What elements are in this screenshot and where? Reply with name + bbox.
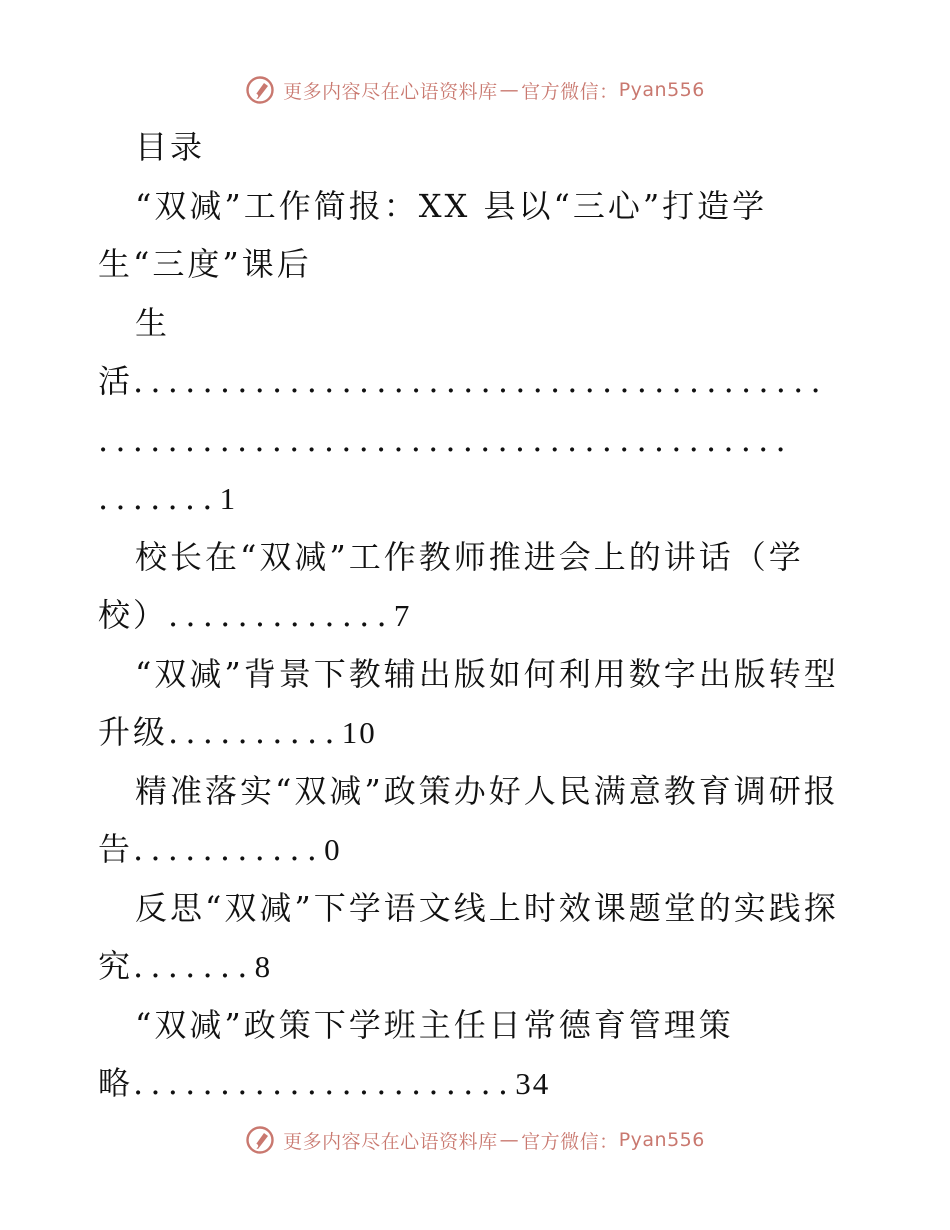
toc-line <box>98 177 858 236</box>
toc-page-number: 0 <box>324 832 342 867</box>
toc-line-text: 校） <box>98 596 169 634</box>
toc-line <box>98 937 858 996</box>
toc-entry[interactable] <box>98 645 858 762</box>
banner-wechat-label: 官方微信： <box>521 80 619 103</box>
toc-leader-dots: ....... <box>133 947 255 985</box>
toc-line <box>98 1054 858 1113</box>
toc-page-number: 8 <box>254 949 273 984</box>
toc-leader-dots: ........... <box>133 830 325 868</box>
toc-page-number: 10 <box>341 715 377 750</box>
toc-leader-dots: ........................................ <box>98 420 793 459</box>
banner-dash: — <box>499 79 520 101</box>
banner-wechat-id: Pyan556 <box>618 1129 705 1151</box>
toc-entry[interactable] <box>98 762 858 879</box>
toc-line-text: “双减”工作简报：XX 县以“三心”打造学 <box>135 186 768 225</box>
toc-page <box>98 118 858 1113</box>
toc-line <box>98 469 858 528</box>
banner-text: 更多内容尽在心语资料库 <box>283 1130 498 1153</box>
toc-line <box>98 235 858 294</box>
toc-line-text: 反思“双减”下学语文线上时效课题堂的实践探 <box>135 888 839 927</box>
banner-wechat-label: 官方微信： <box>521 1130 619 1153</box>
toc-title: 目录 <box>135 128 206 166</box>
toc-line <box>98 996 858 1055</box>
toc-line-text: 校长在“双减”工作教师推进会上的讲话（学 <box>135 537 804 576</box>
toc-line-text: 生 <box>135 303 171 342</box>
toc-line <box>98 703 858 762</box>
toc-line <box>98 645 858 704</box>
banner-dash: — <box>499 1129 520 1151</box>
toc-entries <box>98 177 858 1113</box>
toc-leader-dots: ....... <box>98 479 220 517</box>
toc-line <box>98 586 858 645</box>
toc-leader-dots: .......... <box>168 713 342 751</box>
toc-entry[interactable] <box>98 177 858 528</box>
toc-leader-dots: ............. <box>168 596 394 634</box>
toc-entry[interactable] <box>98 996 858 1113</box>
toc-line-text: 精准落实“双减”政策办好人民满意教育调研报 <box>135 771 839 810</box>
toc-page-number: 34 <box>515 1066 551 1101</box>
toc-line-text: 生“三度”课后 <box>98 245 312 283</box>
toc-line-text: “双减”背景下教辅出版如何利用数字出版转型 <box>135 654 839 693</box>
pen-nib-icon <box>245 1125 275 1155</box>
toc-leader-dots: ...................... <box>133 1064 516 1102</box>
toc-line <box>98 820 858 879</box>
toc-line-text: “双减”政策下学班主任日常德育管理策 <box>135 1005 734 1044</box>
toc-line <box>98 879 858 938</box>
toc-line-text: 略 <box>98 1064 134 1102</box>
toc-line <box>98 762 858 821</box>
toc-line <box>98 352 858 411</box>
toc-line-text: 升级 <box>98 713 169 751</box>
toc-line <box>98 528 858 587</box>
toc-entry[interactable] <box>98 879 858 996</box>
toc-page-number: 7 <box>393 598 412 633</box>
toc-page-number: 1 <box>219 481 238 516</box>
pen-nib-icon <box>245 75 275 105</box>
toc-line <box>98 294 858 353</box>
toc-line-text: 活 <box>98 362 134 400</box>
toc-line-text: 究 <box>98 947 134 985</box>
banner-wechat-id: Pyan556 <box>618 79 705 101</box>
banner-text: 更多内容尽在心语资料库 <box>283 80 498 103</box>
watermark-banner-top <box>0 70 950 110</box>
toc-leader-dots: ........................................ <box>133 362 828 400</box>
toc-line <box>98 411 858 470</box>
toc-entry[interactable] <box>98 528 858 645</box>
toc-line-text: 告 <box>98 830 134 868</box>
watermark-banner-bottom <box>0 1120 950 1160</box>
